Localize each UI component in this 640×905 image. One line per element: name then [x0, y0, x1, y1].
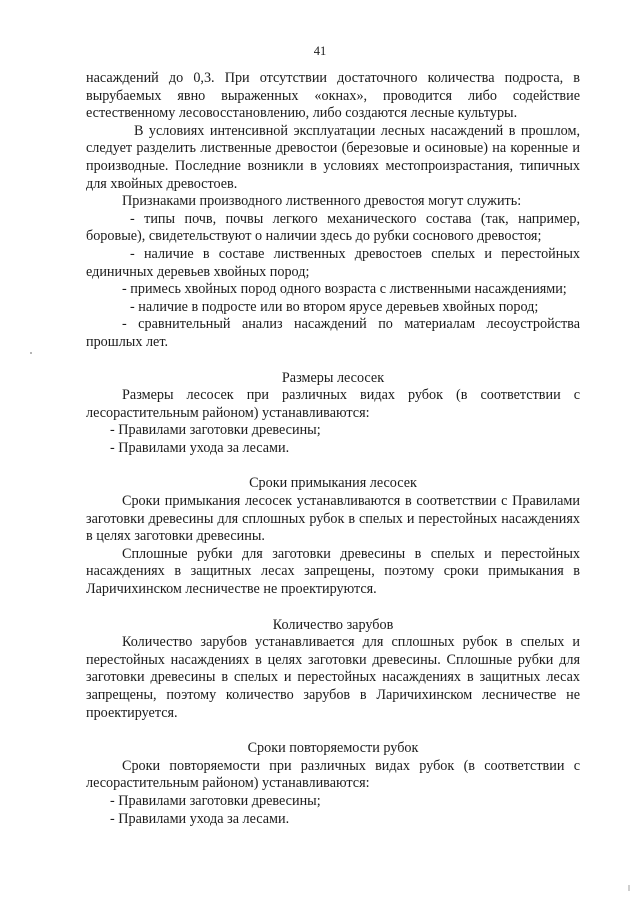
paragraph: Сплошные рубки для заготовки древесины в спелых и перестойных насаждениях в защитных лесах запрещены, поэтому сроки примыкания в Ларичихинском лесничестве не проектируются.	[86, 545, 580, 598]
scan-mark	[30, 352, 32, 354]
section-heading: Количество зарубов	[272, 616, 394, 633]
list-item: - наличие в составе лиственных древостоев спелых и перестойных единичных деревьев хвойных пород;	[86, 245, 580, 280]
list-item: - сравнительный анализ насаждений по материалам лесоустройства прошлых лет.	[86, 316, 580, 350]
paragraph: Сроки повторяемости при различных видах рубок (в соответствии с лесорастительным районом) устанавливаются:	[86, 757, 580, 792]
paragraph: насаждений до 0,3. При отсутствии достаточного количества подроста, в вырубаемых явно выраженных «окнах», проводится либо содействие естественному лесовосстановлению, либо создаются лесные культуры.	[86, 70, 580, 122]
list-item: - Правилами заготовки древесины;	[110, 792, 321, 809]
list-item: - наличие в подросте или во втором ярусе деревьев хвойных пород;	[130, 298, 539, 315]
paragraph: В условиях интенсивной эксплуатации лесных насаждений в прошлом, следует разделить лиственные древостои (березовые и осиновые) на коренные и производные. Последние возникли в условиях местопроизрастания, типичных для хвойных древостоев.	[86, 122, 580, 192]
list-item: - Правилами заготовки древесины;	[110, 422, 321, 439]
section-heading: Сроки повторяемости рубок	[247, 740, 419, 757]
page-number: 41	[313, 44, 327, 58]
page-body	[86, 70, 580, 828]
scan-mark	[628, 885, 630, 891]
section-heading: Сроки примыкания лесосек	[249, 475, 417, 492]
paragraph: Размеры лесосек при различных видах рубок (в соответствии с лесорастительным районом) устанавливаются:	[86, 387, 580, 421]
section-heading: Размеры лесосек	[281, 369, 385, 386]
paragraph: Количество зарубов устанавливается для сплошных рубок в спелых и перестойных насаждениях в целях заготовки древесины. Сплошные рубки для заготовки древесины в спелых и перестойных насаждениях в защитных лесах запрещены, поэтому количество зарубов в Ларичихинском лесничестве не проектируется.	[86, 634, 580, 721]
paragraph: Признаками производного лиственного древостоя могут служить:	[122, 193, 522, 210]
list-item: - типы почв, почвы легкого механического состава (так, например, боровые), свидетельствуют о наличии здесь до рубки соснового древостоя;	[86, 210, 580, 245]
list-item: - Правилами ухода за лесами.	[110, 810, 290, 827]
list-item: - примесь хвойных пород одного возраста с лиственными насаждениями;	[122, 281, 567, 298]
paragraph: Сроки примыкания лесосек устанавливаются в соответствии с Правилами заготовки древесины для сплошных рубок в спелых и перестойных насаждениях в целях заготовки древесины.	[86, 493, 580, 545]
list-item: - Правилами ухода за лесами.	[110, 439, 290, 456]
